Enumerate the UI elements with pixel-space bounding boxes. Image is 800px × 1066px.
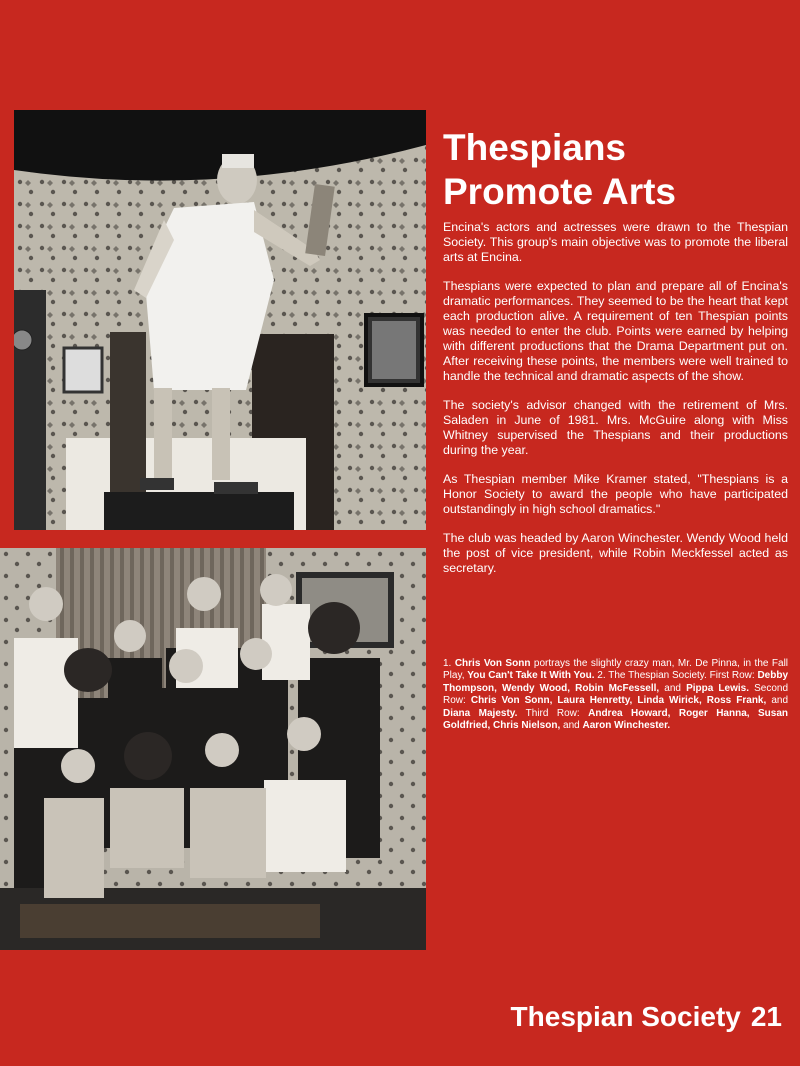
caption-row3-label: Third Row: [525,707,580,719]
article-paragraph: The club was headed by Aaron Winchester. Wendy Wood held the post of vice president, while Robin Meckfessel acted as secretary. [443,531,788,575]
group-photo-image [0,548,426,950]
caption-row2-label: Second Row: [443,682,789,707]
stage-photo-image [14,110,426,530]
page-footer [511,1000,782,1034]
caption-row3-names: Andrea Howard, Roger Hanna, Susan Goldfried, Chris Nielson, [443,707,788,732]
article-body [443,220,788,590]
group-photo [0,548,426,950]
photo-caption [443,658,788,732]
article-paragraph: Encina's actors and actresses were drawn to the Thespian Society. This group's main objective was to promote the liberal arts at Encina. [443,220,788,264]
caption-row1-last: Pippa Lewis. [686,682,749,694]
caption-text: 2. The Thespian Society. First Row: [597,670,755,682]
caption-play-title: You Can't Take It With You. [467,670,595,682]
caption-and: and [563,720,580,732]
article-title-line-2: Promote Arts [443,171,677,212]
article-paragraph: Thespians were expected to plan and prepare all of Encina's dramatic performances. They seemed to be the heart that kept each production alive. A requirement of ten Thespian points was needed to enter the club. Points were earned by helping with different productions that the Drama Department put on. After receiving these points, the members were well trained to handle the technical and dramatic aspects of the show. [443,279,788,383]
caption-text: portrays the slightly crazy man, Mr. De Pinna, in the Fall Play, [443,658,789,682]
stage-photo [14,110,426,530]
caption-and: and [664,682,681,694]
article-title [443,126,783,214]
caption-name: Chris Von Sonn [454,658,531,669]
caption-row3-last: Aaron Winchester. [582,720,671,732]
caption-number: 1. [443,658,452,669]
caption-and: and [771,695,789,707]
page-number: 21 [750,1001,782,1032]
caption-row1-names: Debby Thompson, Wendy Wood, Robin McFessell, [443,670,789,694]
article-paragraph: As Thespian member Mike Kramer stated, "Thespians is a Honor Society to award the people who have participated outstandingly in high school dramatics." [443,472,788,516]
section-name: Thespian Society [510,1001,741,1032]
article-title-line-1: Thespians [443,127,626,168]
caption-row2-names: Chris Von Sonn, Laura Henretty, Linda Wirick, Ross Frank, [470,695,767,707]
article-paragraph: The society's advisor changed with the retirement of Mrs. Saladen in June of 1981. Mrs. McGuire along with Miss Whitney supervised the Thespians and their productions during the year. [443,398,788,457]
caption-row2-last: Diana Majesty. [443,707,518,719]
